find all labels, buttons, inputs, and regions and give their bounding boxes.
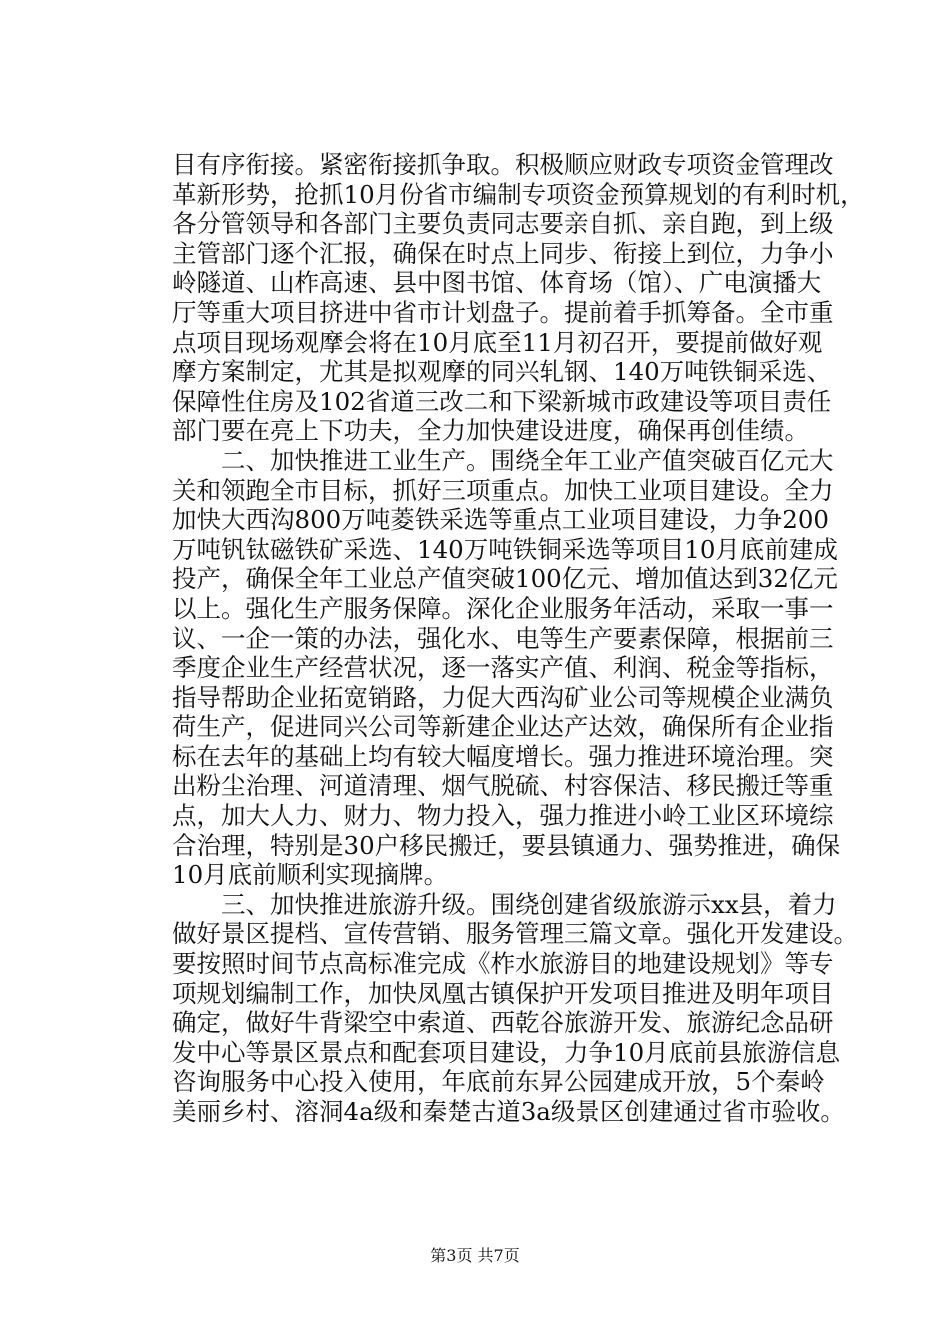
text-line: 投产，确保全年工业总产值突破100亿元、增加值达到32亿元	[172, 564, 838, 594]
text-line: 标在去年的基础上均有较大幅度增长。强力推进环境治理。突	[172, 741, 834, 771]
text-line: 关和领跑全市目标，抓好三项重点。加快工业项目建设。全力	[172, 475, 834, 505]
text-line: 发中心等景区景点和配套项目建设，力争10月底前县旅游信息	[172, 1037, 841, 1067]
text-line: 季度企业生产经营状况，逐一落实产值、利润、税金等指标，	[172, 653, 834, 683]
text-line: 各分管领导和各部门主要负责同志要亲自抓、亲自跑，到上级	[172, 209, 834, 239]
text-line: 加快大西沟800万吨菱铁采选等重点工业项目建设，力争200	[172, 505, 830, 535]
paragraph	[172, 445, 841, 890]
text-line: 保障性住房及102省道三改二和下梁新城市政建设等项目责任	[172, 386, 832, 416]
text-line: 万吨钒钛磁铁矿采选、140万吨铁铜采选等项目10月底前建成	[172, 534, 838, 564]
text-line: 部门要在亮上下功夫，全力加快建设进度，确保再创佳绩。	[172, 416, 809, 446]
text-line: 咨询服务中心投入使用，年底前东昇公园建成开放，5个秦岭	[172, 1067, 825, 1097]
text-line: 荷生产，促进同兴公司等新建企业达产达效，确保所有企业指	[172, 712, 834, 742]
text-line: 做好景区提档、宣传营销、服务管理三篇文章。强化开发建设。	[172, 919, 858, 949]
text-line: 10月底前顺利实现摘牌。	[172, 860, 449, 890]
text-line: 目有序衔接。紧密衔接抓争取。积极顺应财政专项资金管理改	[172, 150, 834, 179]
page-number-footer: 第3页 共7页	[430, 1246, 520, 1265]
text-line: 革新形势，抢抓10月份省市编制专项资金预算规划的有利时机，	[172, 179, 865, 209]
text-line: 岭隧道、山柞高速、县中图书馆、体育场（馆）、广电演播大	[172, 268, 822, 298]
text-line: 要按照时间节点高标准完成《柞水旅游目的地建设规划》等专	[172, 949, 834, 979]
text-line: 摩方案制定，尤其是拟观摩的同兴轧钢、140万吨铁铜采选、	[172, 357, 832, 387]
text-line: 项规划编制工作，加快凤凰古镇保护开发项目推进及明年项目	[172, 978, 834, 1008]
text-line: 合治理，特别是30户移民搬迁，要县镇通力、强势推进，确保	[172, 830, 841, 860]
text-line: 主管部门逐个汇报，确保在时点上同步、衔接上到位，力争小	[172, 238, 834, 268]
text-line: 二、加快推进工业生产。围绕全年工业产值突破百亿元大	[221, 445, 834, 475]
text-line: 出粉尘治理、河道清理、烟气脱硫、村容保洁、移民搬迁等重	[172, 771, 834, 801]
text-line: 美丽乡村、溶洞4a级和秦楚古道3a级景区创建通过省市验收。	[172, 1097, 845, 1126]
document-body	[172, 150, 865, 1127]
text-line: 议、一企一策的办法，强化水、电等生产要素保障，根据前三	[172, 623, 834, 653]
text-line: 点，加大人力、财力、物力投入，强力推进小岭工业区环境综	[172, 801, 834, 831]
text-line: 指导帮助企业拓宽销路，力促大西沟矿业公司等规模企业满负	[172, 682, 834, 712]
text-line: 以上。强化生产服务保障。深化企业服务年活动，采取一事一	[172, 593, 834, 623]
text-line: 三、加快推进旅游升级。围绕创建省级旅游示xx县，着力	[221, 889, 837, 919]
text-line: 厅等重大项目挤进中省市计划盘子。提前着手抓筹备。全市重	[172, 297, 834, 327]
text-line: 确定，做好牛背梁空中索道、西乾谷旅游开发、旅游纪念品研	[172, 1008, 834, 1038]
text-line: 点项目现场观摩会将在10月底至11月初召开，要提前做好观	[172, 327, 823, 357]
paragraph	[172, 889, 858, 1127]
paragraph	[172, 150, 865, 446]
